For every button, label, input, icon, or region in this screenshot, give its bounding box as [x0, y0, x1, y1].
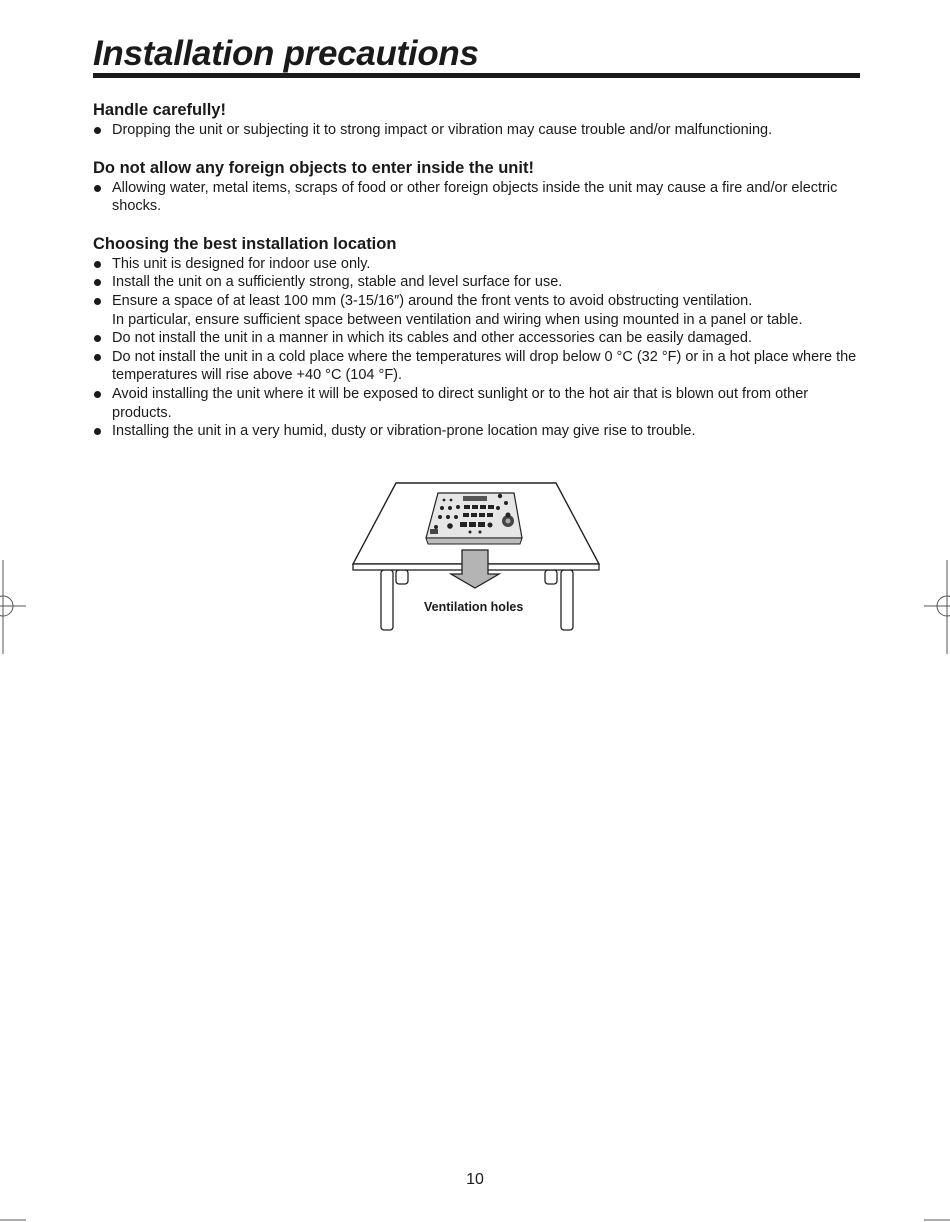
crop-mark-bottom-left	[0, 1214, 26, 1222]
list-item: Do not install the unit in a manner in which its cables and other accessories can be easily damaged.	[93, 329, 863, 348]
bullet-icon	[94, 428, 101, 435]
section-installation-location	[93, 234, 863, 441]
bullet-icon	[94, 391, 101, 398]
section-heading: Choosing the best installation location	[93, 234, 397, 253]
section-foreign-objects	[93, 158, 863, 216]
bullet-icon	[94, 261, 101, 268]
list-item: Do not install the unit in a cold place where the temperatures will drop below 0 °C (32 °F) or in a hot place where the temperatures will rise above +40 °C (104 °F).	[93, 348, 863, 385]
page-title: Installation precautions	[93, 34, 479, 73]
list-item-continuation: In particular, ensure sufficient space between ventilation and wiring when using mounted in a panel or table.	[112, 311, 803, 328]
bullet-list	[93, 179, 863, 216]
bullet-icon	[94, 335, 101, 342]
page-number: 10	[466, 1171, 484, 1188]
title-rule	[93, 73, 860, 78]
bullet-icon	[94, 185, 101, 192]
registration-mark-left	[0, 560, 26, 654]
list-item: Avoid installing the unit where it will be exposed to direct sunlight or to the hot air that is blown out from other products.	[93, 385, 863, 422]
list-item: Ensure a space of at least 100 mm (3-15/16″) around the front vents to avoid obstructing ventilation. In particular, ensure sufficient space between ventilation and wiring when using mounted in a panel or table.	[93, 292, 863, 329]
table-leg-back-left	[396, 570, 408, 584]
table-leg-back-right	[545, 570, 557, 584]
bullet-list	[93, 121, 863, 140]
figure-label: Ventilation holes	[424, 600, 524, 614]
section-handle-carefully	[93, 100, 863, 140]
bullet-icon	[94, 127, 101, 134]
list-item: Allowing water, metal items, scraps of food or other foreign objects inside the unit may cause a fire and/or electric shocks.	[93, 179, 863, 216]
bullet-icon	[94, 298, 101, 305]
list-item: Installing the unit in a very humid, dusty or vibration-prone location may give rise to trouble.	[93, 422, 863, 441]
bullet-icon	[94, 279, 101, 286]
table-leg-front-left	[381, 570, 393, 630]
bullet-list	[93, 255, 863, 441]
list-item: Dropping the unit or subjecting it to strong impact or vibration may cause trouble and/or malfunctioning.	[93, 121, 863, 140]
section-heading: Handle carefully!	[93, 101, 226, 119]
installation-figure	[350, 478, 602, 634]
table-leg-front-right	[561, 570, 573, 630]
bullet-icon	[94, 354, 101, 361]
controller-icon	[426, 493, 522, 544]
section-heading: Do not allow any foreign objects to enter inside the unit!	[93, 158, 534, 177]
content	[93, 100, 863, 459]
registration-mark-right	[924, 560, 950, 654]
list-item: Install the unit on a sufficiently strong, stable and level surface for use.	[93, 273, 863, 292]
list-item: This unit is designed for indoor use only.	[93, 255, 863, 274]
crop-mark-bottom-right	[924, 1214, 950, 1222]
